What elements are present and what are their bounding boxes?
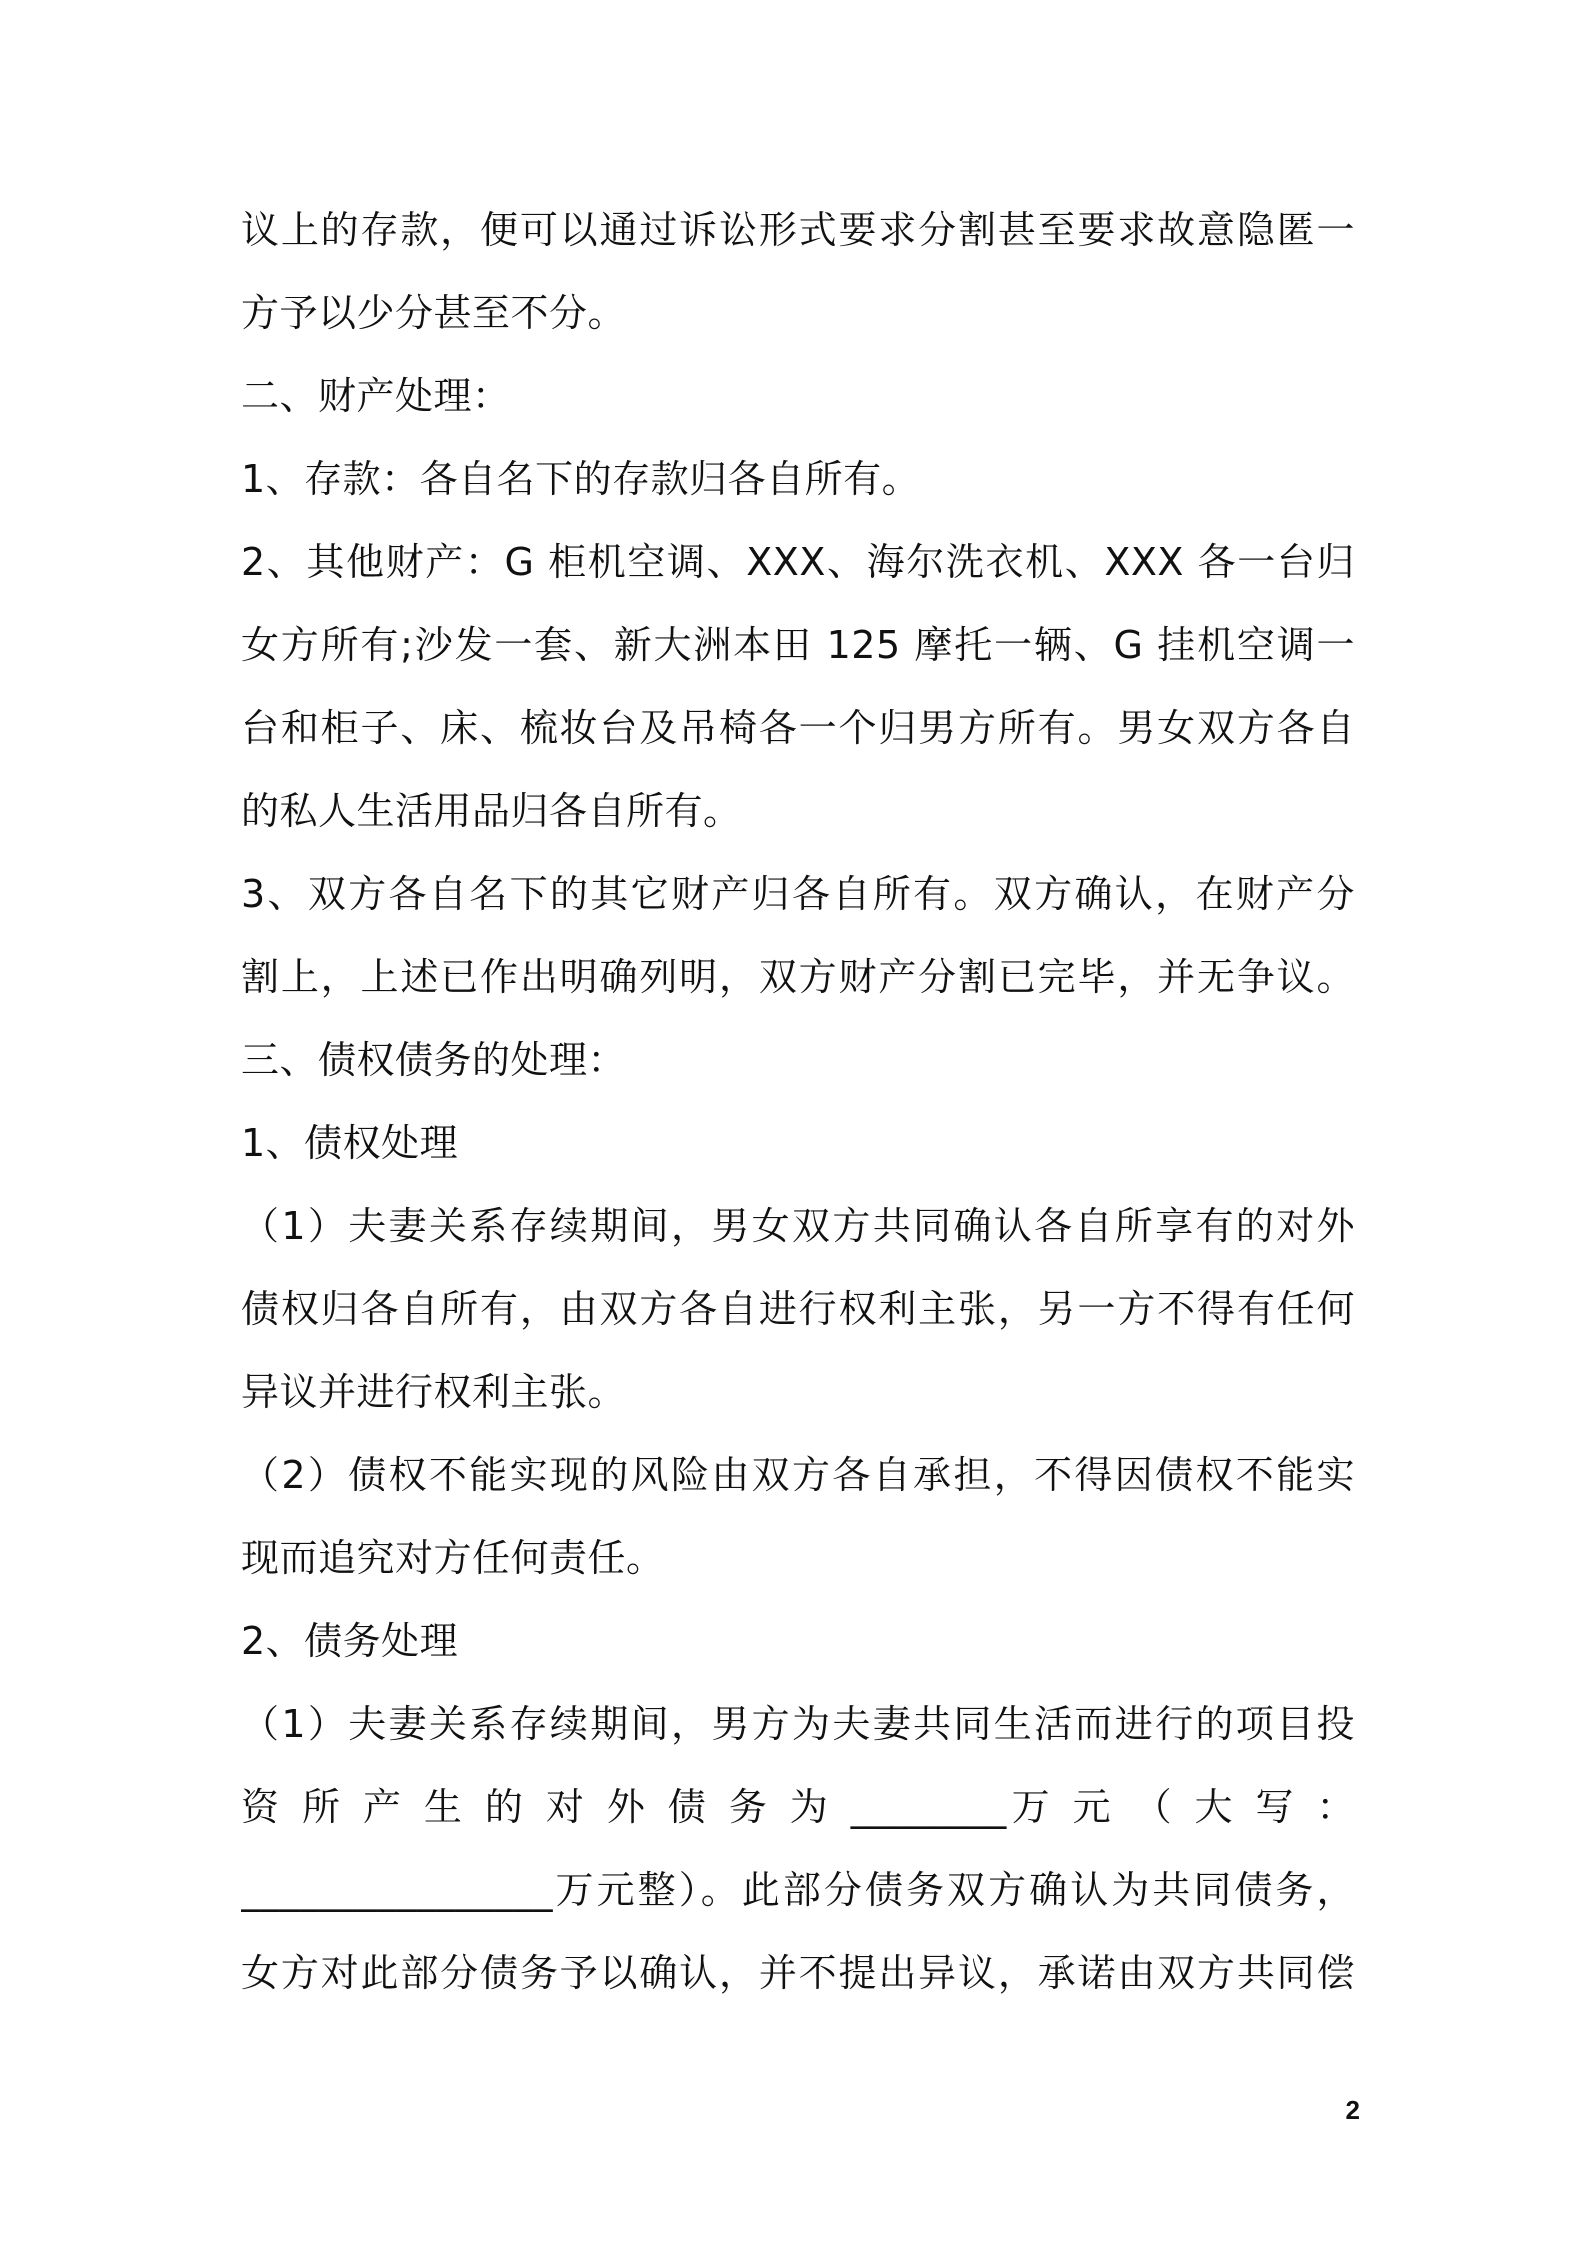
text-line-16: （2）债权不能实现的风险由双方各自承担，不得因债权不能实 — [241, 1453, 1355, 1497]
text-line-21: ________________万元整）。此部分债务双方确认为共同债务， — [241, 1868, 1355, 1912]
section-heading-debts: 三、债权债务的处理： — [241, 1038, 627, 1082]
text-line-1: 议上的存款，便可以通过诉讼形式要求分割甚至要求故意隐匿一 — [241, 208, 1355, 252]
text-line-20: 资 所 产 生 的 对 外 债 务 为 ________万 元 （ 大 写 ： — [241, 1785, 1355, 1829]
text-line-8: 的私人生活用品归各自所有。 — [241, 789, 742, 833]
section-heading-property: 二、财产处理： — [241, 374, 511, 418]
text-line-9: 3、双方各自名下的其它财产归各自所有。双方确认，在财产分 — [241, 872, 1355, 916]
text-line-5: 2、其他财产：G 柜机空调、XXX、海尔洗衣机、XXX 各一台归 — [241, 540, 1355, 584]
subheading-claims: 1、债权处理 — [241, 1121, 459, 1165]
text-line-deposits: 1、存款：各自名下的存款归各自所有。 — [241, 457, 921, 501]
page-number: 2 — [1345, 2095, 1360, 2125]
text-line-7: 台和柜子、床、梳妆台及吊椅各一个归男方所有。男女双方各自 — [241, 706, 1355, 750]
text-line-14: 债权归各自所有，由双方各自进行权利主张，另一方不得有任何 — [241, 1287, 1355, 1331]
text-line-15: 异议并进行权利主张。 — [241, 1370, 627, 1414]
text-line-13: （1）夫妻关系存续期间，男女双方共同确认各自所享有的对外 — [241, 1204, 1355, 1248]
text-line-22: 女方对此部分债务予以确认，并不提出异议，承诺由双方共同偿 — [241, 1951, 1355, 1995]
subheading-debts: 2、债务处理 — [241, 1619, 459, 1663]
text-line-19: （1）夫妻关系存续期间，男方为夫妻共同生活而进行的项目投 — [241, 1702, 1355, 1746]
text-line-6: 女方所有;沙发一套、新大洲本田 125 摩托一辆、G 挂机空调一 — [241, 623, 1355, 667]
text-line-2: 方予以少分甚至不分。 — [241, 291, 627, 335]
text-line-17: 现而追究对方任何责任。 — [241, 1536, 665, 1580]
text-line-10: 割上，上述已作出明确列明，双方财产分割已完毕，并无争议。 — [241, 955, 1355, 999]
